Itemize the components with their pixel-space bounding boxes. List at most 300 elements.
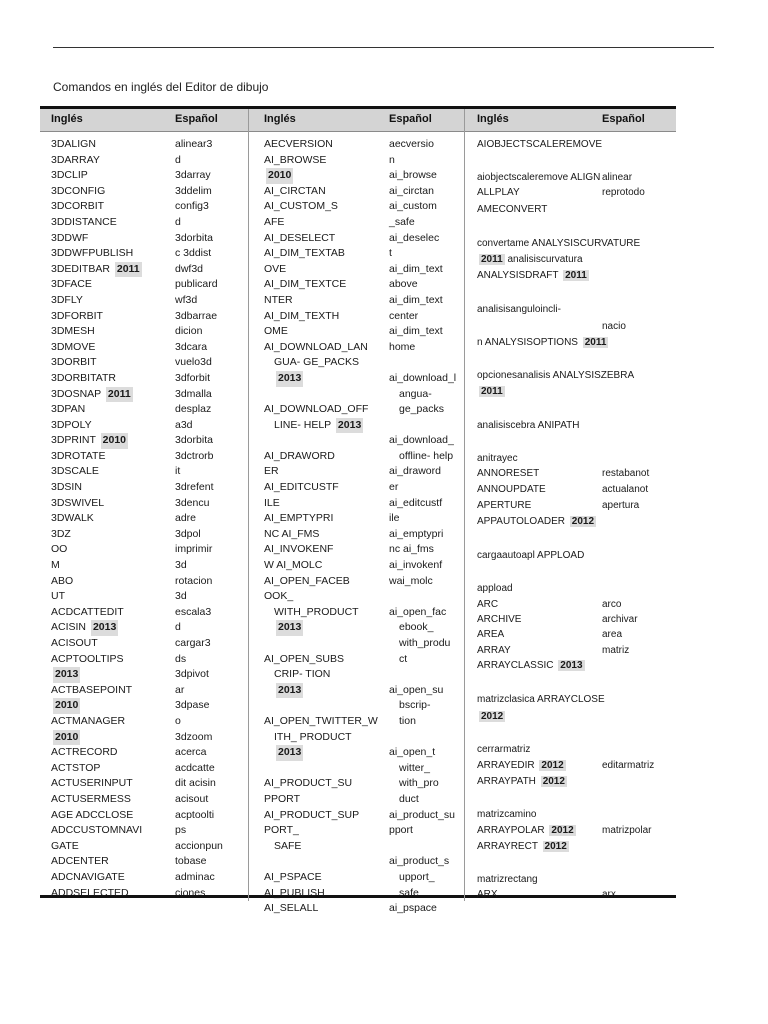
cell-text: AI_EDITCUSTF xyxy=(264,481,339,494)
cell-text: config3 xyxy=(175,200,209,213)
header-espanol-1: Español xyxy=(175,113,218,125)
table-cell xyxy=(477,825,576,836)
cell-text: acisout xyxy=(175,792,209,805)
table-cell xyxy=(175,620,223,636)
cell-text: acptoolti xyxy=(175,808,215,821)
table-cell xyxy=(51,698,142,714)
cell-text: 3d xyxy=(175,559,187,572)
table-cell xyxy=(264,480,378,496)
table-cell xyxy=(51,340,142,356)
year-badge: 2013 xyxy=(276,620,303,636)
table-cell xyxy=(389,402,456,418)
header-ingles-1: Inglés xyxy=(51,113,83,125)
cell-text: with_pro xyxy=(399,777,439,790)
cell-text: wf3d xyxy=(175,293,198,306)
table-cell xyxy=(389,792,456,808)
cell-text: ARRAYRECT xyxy=(477,841,538,852)
cell-text: W AI_MOLC xyxy=(264,559,323,572)
cell-text: NC AI_FMS xyxy=(264,527,320,540)
year-badge: 2012 xyxy=(544,841,567,852)
table-cell xyxy=(264,823,378,839)
cell-text: 3DARRAY xyxy=(51,153,100,166)
table-cell xyxy=(51,309,142,325)
table-cell xyxy=(389,355,456,371)
table-cell xyxy=(51,449,142,465)
table-cell xyxy=(264,402,378,418)
table-cell xyxy=(602,645,629,656)
cell-text: ACISIN xyxy=(51,621,87,634)
table-cell xyxy=(477,760,566,771)
cell-text: matrizcamino xyxy=(477,809,537,820)
cell-text: AI_SELALL xyxy=(264,902,319,915)
table-cell xyxy=(264,168,378,184)
table-cell xyxy=(51,620,142,636)
cell-text: 3DEDITBAR xyxy=(51,262,110,275)
cell-text: 3dorbita xyxy=(175,231,213,244)
cell-text: offline- help xyxy=(399,449,454,462)
table-cell xyxy=(602,187,645,198)
cell-text: AECVERSION xyxy=(264,138,333,150)
header-ingles-3: Inglés xyxy=(477,113,509,125)
table-cell xyxy=(477,187,520,198)
table-cell xyxy=(389,246,456,262)
table-cell xyxy=(477,694,605,705)
cell-text: ACTMANAGER xyxy=(51,714,126,727)
table-cell xyxy=(51,839,142,855)
table-cell xyxy=(602,500,639,511)
table-header xyxy=(40,109,676,132)
table-cell xyxy=(51,324,142,340)
year-badge: 2012 xyxy=(541,760,564,771)
table-cell xyxy=(264,340,378,356)
table-cell xyxy=(389,387,456,403)
table-cell xyxy=(264,153,378,169)
cell-text: AI_PRODUCT_SUP xyxy=(264,808,360,821)
cell-text: ANNORESET xyxy=(477,468,540,479)
column-ingles-2 xyxy=(264,137,378,917)
cell-text: publicard xyxy=(175,278,218,291)
cell-text: analisiscurvatura xyxy=(507,254,583,265)
table-cell xyxy=(602,629,622,640)
table-cell xyxy=(477,270,589,281)
table-cell xyxy=(175,839,223,855)
table-cell xyxy=(51,667,142,683)
table-cell xyxy=(389,168,456,184)
cell-text: ai_invokenf xyxy=(389,559,443,572)
table-cell xyxy=(389,776,456,792)
cell-text: 3dmalla xyxy=(175,387,212,400)
cell-text: archivar xyxy=(602,614,638,625)
cell-text: ACTRECORD xyxy=(51,746,118,759)
table-cell xyxy=(264,730,378,746)
cell-text: ANNOUPDATE xyxy=(477,484,546,495)
table-cell xyxy=(51,776,142,792)
cell-text: ARRAYEDIR xyxy=(477,760,535,771)
header-espanol-2: Español xyxy=(389,113,432,125)
cell-text: duct xyxy=(399,792,419,805)
table-cell xyxy=(51,168,142,184)
cell-text: AI_DESELECT xyxy=(264,231,336,244)
cell-text: ai_browse xyxy=(389,169,437,182)
table-cell xyxy=(602,614,638,625)
table-cell xyxy=(175,667,223,683)
cell-text: ai_editcustf xyxy=(389,496,443,509)
cell-text: NTER xyxy=(264,293,293,306)
table-cell xyxy=(389,371,456,387)
year-badge: 2011 xyxy=(481,386,503,397)
cell-text: AI_PUBLISH xyxy=(264,886,325,899)
table-cell xyxy=(477,629,504,640)
table-cell xyxy=(175,215,223,231)
table-cell xyxy=(51,464,142,480)
cell-text: ARC xyxy=(477,599,499,610)
year-badge: 2013 xyxy=(276,371,303,387)
cell-text: ILE xyxy=(264,496,280,509)
cell-text: GATE xyxy=(51,839,79,852)
cell-text: appload xyxy=(477,583,513,594)
table-cell xyxy=(389,480,456,496)
cell-text: nc ai_fms xyxy=(389,543,434,556)
table-cell xyxy=(264,761,378,777)
table-cell xyxy=(51,277,142,293)
table-cell xyxy=(389,870,456,886)
table-cell xyxy=(264,231,378,247)
table-cell xyxy=(175,324,223,340)
cell-text: M xyxy=(51,559,60,572)
table-cell xyxy=(389,293,456,309)
table-cell xyxy=(264,901,378,917)
table-cell xyxy=(175,137,223,153)
cell-text: 3dcara xyxy=(175,340,208,353)
cell-text: 3DDWF xyxy=(51,231,89,244)
table-cell xyxy=(477,841,569,852)
table-cell xyxy=(175,262,223,278)
cell-text: actualanot xyxy=(602,484,649,495)
cell-text: ar xyxy=(175,683,185,696)
cell-text: ai_open_su xyxy=(389,683,444,696)
cell-text: _safe xyxy=(389,215,415,228)
cell-text: 3dpase xyxy=(175,699,210,712)
table-cell xyxy=(477,776,567,787)
table-cell xyxy=(175,184,223,200)
cell-text: opcionesanalisis ANALYSISZEBRA xyxy=(477,370,635,381)
table-cell xyxy=(175,792,223,808)
column-espanol-2 xyxy=(389,137,456,917)
table-cell xyxy=(175,387,223,403)
cell-text: editarmatriz xyxy=(602,760,655,771)
cell-text: ANALYSISDRAFT xyxy=(477,270,559,281)
table-cell xyxy=(389,433,456,449)
table-cell xyxy=(264,433,378,449)
cell-text: 3DCLIP xyxy=(51,169,88,182)
cell-text: d xyxy=(175,621,181,634)
table-cell xyxy=(264,449,378,465)
table-cell xyxy=(51,589,142,605)
cell-text: 3drefent xyxy=(175,481,214,494)
cell-text: WITH_PRODUCT xyxy=(274,605,359,618)
cell-text: ACISOUT xyxy=(51,637,98,649)
year-badge: 2013 xyxy=(276,745,303,761)
table-cell xyxy=(264,574,378,590)
cell-text: matrizrectang xyxy=(477,874,538,885)
table-cell xyxy=(51,215,142,231)
table-cell xyxy=(51,262,142,278)
cell-text: ai_pspace xyxy=(389,902,437,915)
table-cell xyxy=(51,574,142,590)
cell-text: 3dorbita xyxy=(175,434,213,447)
table-cell xyxy=(389,464,456,480)
cell-text: analisiscebra ANIPATH xyxy=(477,420,580,431)
table-cell xyxy=(175,511,223,527)
cell-text: AI_DRAWORD xyxy=(264,449,335,462)
cell-text: AI_DIM_TEXTH xyxy=(264,309,340,322)
cell-text: PPORT xyxy=(264,792,300,805)
table-cell xyxy=(264,683,378,699)
cell-text: AI_DIM_TEXTAB xyxy=(264,247,345,260)
cell-text: d xyxy=(175,153,181,166)
table-cell xyxy=(389,324,456,340)
table-cell xyxy=(264,558,378,574)
cell-text: ai_product_su xyxy=(389,808,455,821)
table-cell xyxy=(389,215,456,231)
table-cell xyxy=(51,808,142,824)
cell-text: ACTBASEPOINT xyxy=(51,683,133,696)
cell-text: adre xyxy=(175,512,197,525)
table-cell xyxy=(389,730,456,746)
column-divider-2 xyxy=(464,109,465,901)
commands-table xyxy=(40,106,676,915)
table-cell xyxy=(602,484,648,495)
table-cell xyxy=(264,667,378,683)
cell-text: ai_dim_text xyxy=(389,325,443,338)
year-badge: 2012 xyxy=(571,516,595,527)
table-cell xyxy=(389,745,456,761)
table-cell xyxy=(389,340,456,356)
year-badge: 2012 xyxy=(542,776,565,787)
table-cell xyxy=(477,254,583,265)
cell-text: AI_BROWSE xyxy=(264,153,327,166)
table-cell xyxy=(264,137,378,153)
table-cell xyxy=(389,137,456,153)
cell-text: pport xyxy=(389,824,413,837)
cell-text: dit acisin xyxy=(175,777,216,790)
table-cell xyxy=(264,184,378,200)
table-cell xyxy=(51,355,142,371)
table-cell xyxy=(51,153,142,169)
table-cell xyxy=(264,262,378,278)
cell-text: 3d xyxy=(175,590,187,603)
cell-text: restabanot xyxy=(602,468,650,479)
table-cell xyxy=(264,355,378,371)
cell-text: c 3ddist xyxy=(175,247,212,260)
table-cell xyxy=(51,137,142,153)
cell-text: 3dpol xyxy=(175,527,201,540)
cell-text: ARX xyxy=(477,889,498,900)
cell-text: ALLPLAY xyxy=(477,187,520,198)
table-cell xyxy=(51,652,142,668)
cell-text: AMECONVERT xyxy=(477,204,548,215)
table-cell xyxy=(264,324,378,340)
table-cell xyxy=(264,776,378,792)
table-cell xyxy=(477,370,634,381)
cell-text: 3DALIGN xyxy=(51,138,96,150)
table-cell xyxy=(477,809,536,820)
table-cell xyxy=(175,355,223,371)
header-ingles-2: Inglés xyxy=(264,113,296,125)
cell-text: PORT_ xyxy=(264,824,299,837)
table-cell xyxy=(264,309,378,325)
cell-text: AI_DIM_TEXTCE xyxy=(264,278,347,291)
table-cell xyxy=(389,262,456,278)
year-badge: 2011 xyxy=(565,270,587,281)
top-rule xyxy=(53,47,714,48)
table-cell xyxy=(389,231,456,247)
table-cell xyxy=(51,886,142,902)
table-cell xyxy=(51,823,142,839)
cell-text: alinear3 xyxy=(175,138,213,150)
table-cell xyxy=(264,527,378,543)
table-cell xyxy=(175,605,223,621)
table-cell xyxy=(175,854,223,870)
cell-text: escala3 xyxy=(175,605,212,618)
table-cell xyxy=(51,231,142,247)
cell-text: 3ddelim xyxy=(175,184,212,197)
table-cell xyxy=(51,402,142,418)
cell-text: ABO xyxy=(51,574,74,587)
year-badge: 2013 xyxy=(91,620,118,636)
table-cell xyxy=(175,464,223,480)
cell-text: 3DZ xyxy=(51,527,71,540)
cell-text: APPAUTOLOADER xyxy=(477,516,565,527)
cell-text: 3DMOVE xyxy=(51,340,96,353)
cell-text: acerca xyxy=(175,746,207,759)
table-cell xyxy=(175,574,223,590)
table-cell xyxy=(477,744,530,755)
table-cell xyxy=(175,433,223,449)
table-cell xyxy=(389,683,456,699)
table-cell xyxy=(51,542,142,558)
table-cell xyxy=(602,825,651,836)
cell-text: ge_packs xyxy=(399,403,444,416)
table-cell xyxy=(175,683,223,699)
header-espanol-3: Español xyxy=(602,113,645,125)
cell-text: AGE ADCCLOSE xyxy=(51,808,134,821)
year-badge: 2010 xyxy=(101,433,128,449)
cell-text: 3DPRINT xyxy=(51,434,96,447)
year-badge: 2013 xyxy=(53,667,80,683)
table-cell xyxy=(389,511,456,527)
cell-text: OME xyxy=(264,325,288,338)
table-cell xyxy=(175,823,223,839)
table-cell xyxy=(175,277,223,293)
cell-text: ai_download_ xyxy=(389,434,454,447)
cell-text: rotacion xyxy=(175,574,213,587)
table-cell xyxy=(51,527,142,543)
cell-text: CRIP- TION xyxy=(274,668,331,681)
cell-text: matriz xyxy=(602,645,630,656)
table-cell xyxy=(389,542,456,558)
table-cell xyxy=(264,870,378,886)
table-cell xyxy=(477,304,561,315)
table-cell xyxy=(264,698,378,714)
cell-text: ai_circtan xyxy=(389,184,434,197)
table-cell xyxy=(389,184,456,200)
table-cell xyxy=(477,660,585,671)
year-badge: 2010 xyxy=(53,730,80,746)
table-cell xyxy=(389,589,456,605)
cell-text: ciones xyxy=(175,886,206,899)
table-cell xyxy=(175,808,223,824)
cell-text: er xyxy=(389,481,399,494)
cell-text: AI_PSPACE xyxy=(264,870,322,883)
cell-text: ai_open_t xyxy=(389,746,436,759)
cell-text: AI_DOWNLOAD_LAN xyxy=(264,340,368,353)
cell-text: center xyxy=(389,309,419,322)
table-cell xyxy=(264,714,378,730)
table-cell xyxy=(175,402,223,418)
table-cell xyxy=(389,652,456,668)
table-cell xyxy=(602,172,632,183)
table-cell xyxy=(389,839,456,855)
cell-text: aecversio xyxy=(389,138,434,150)
table-cell xyxy=(51,418,142,434)
cell-text: 3DSCALE xyxy=(51,465,99,478)
table-cell xyxy=(264,293,378,309)
table-cell xyxy=(389,886,456,902)
table-cell xyxy=(389,698,456,714)
cell-text: AI_DOWNLOAD_OFF xyxy=(264,403,369,416)
cell-text: it xyxy=(175,465,181,478)
cell-text: witter_ xyxy=(399,761,430,774)
table-cell xyxy=(389,418,456,434)
table-cell xyxy=(389,761,456,777)
table-cell xyxy=(175,636,223,652)
table-cell xyxy=(264,854,378,870)
table-cell xyxy=(51,387,142,403)
table-cell xyxy=(389,496,456,512)
cell-text: AI_INVOKENF xyxy=(264,543,334,556)
table-cell xyxy=(477,645,511,656)
cell-text: bscrip- xyxy=(399,699,431,712)
cell-text: ai_dim_text xyxy=(389,262,443,275)
cell-text: LINE- HELP xyxy=(274,418,331,431)
table-cell xyxy=(175,293,223,309)
cell-text: OVE xyxy=(264,262,287,275)
cell-text: APERTURE xyxy=(477,500,532,511)
cell-text: 3DORBITATR xyxy=(51,371,116,384)
table-cell xyxy=(51,605,142,621)
table-cell xyxy=(389,605,456,621)
cell-text: d xyxy=(175,215,181,228)
cell-text: ct xyxy=(399,652,408,665)
cell-text: 3DORBIT xyxy=(51,356,97,369)
table-cell xyxy=(175,371,223,387)
table-cell xyxy=(477,337,608,348)
cell-text: ds xyxy=(175,652,187,665)
cell-text: ai_draword xyxy=(389,465,441,478)
table-cell xyxy=(477,453,518,464)
table-cell xyxy=(477,468,539,479)
cell-text: ile xyxy=(389,512,400,525)
table-cell xyxy=(175,745,223,761)
table-cell xyxy=(389,558,456,574)
cell-text: ebook_ xyxy=(399,621,434,634)
cell-text: UT xyxy=(51,590,65,603)
cell-text: ARRAYCLASSIC xyxy=(477,660,554,671)
cell-text: 3darray xyxy=(175,169,211,182)
cell-text: AI_EMPTYPRI xyxy=(264,512,334,525)
table-cell xyxy=(175,231,223,247)
